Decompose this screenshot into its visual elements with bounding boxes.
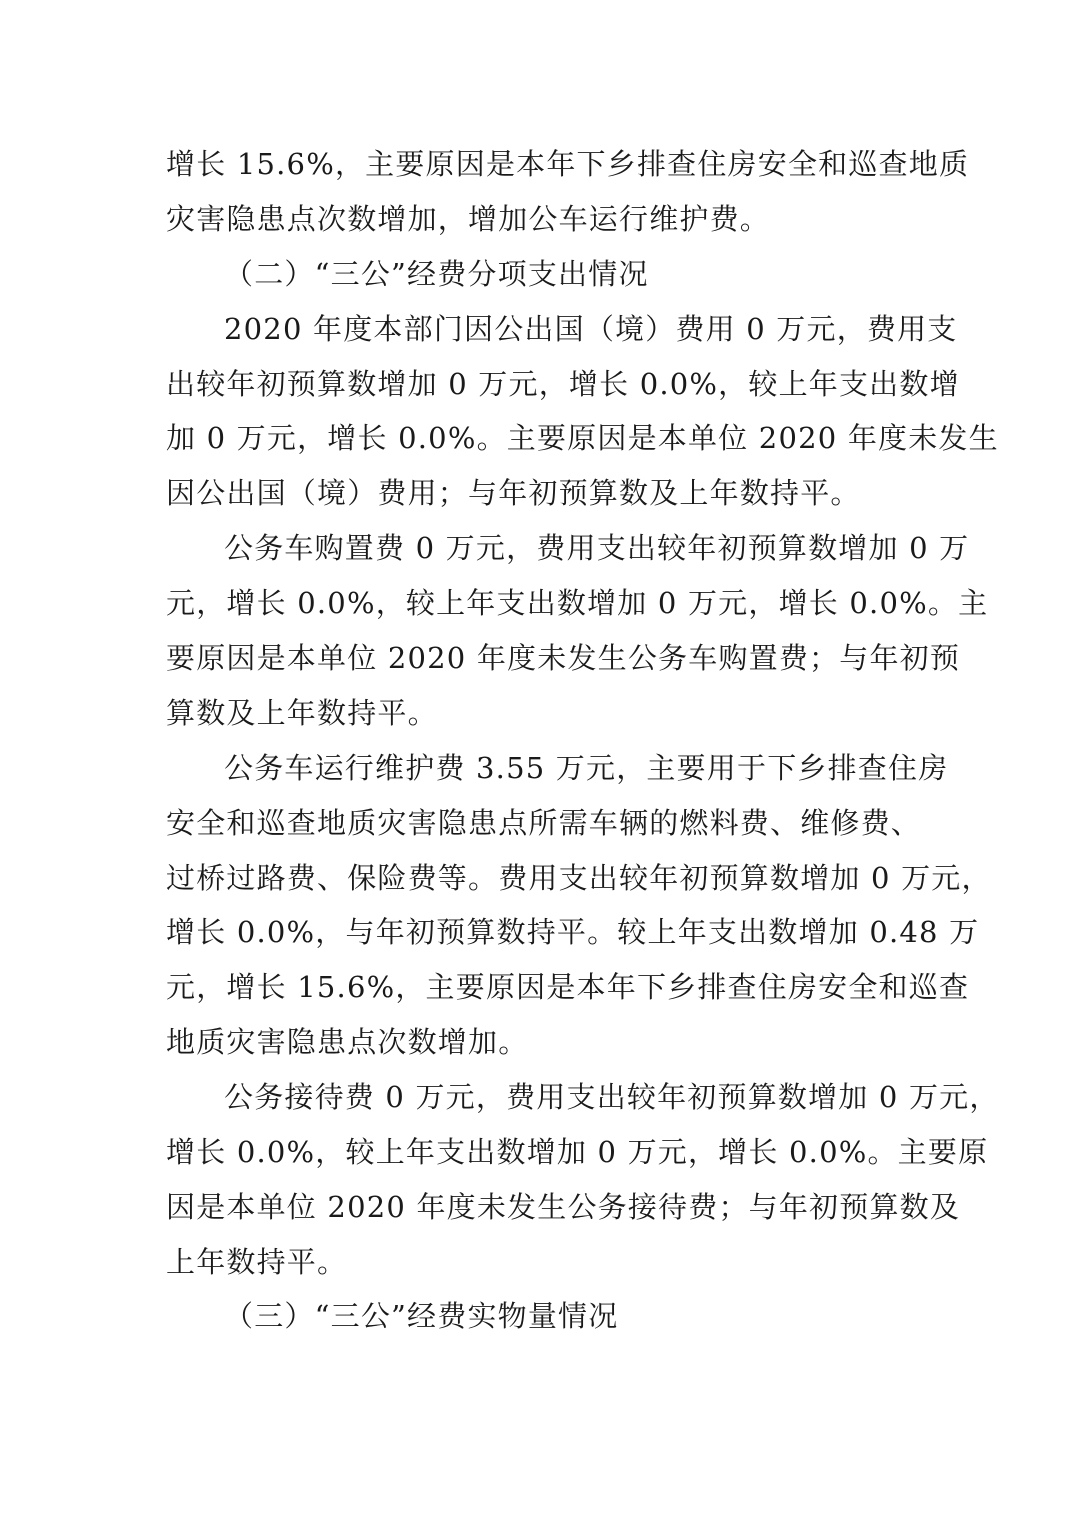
paragraph-line: 灾害隐患点次数增加，增加公车运行维护费。 bbox=[166, 202, 771, 236]
paragraph-line: 2020 年度本部门因公出国（境）费用 0 万元，费用支 bbox=[224, 312, 958, 346]
paragraph-line: 公务车购置费 0 万元，费用支出较年初预算数增加 0 万 bbox=[224, 531, 970, 565]
paragraph-line: 算数及上年数持平。 bbox=[166, 696, 438, 730]
paragraph-line: 上年数持平。 bbox=[166, 1245, 348, 1279]
paragraph-line: 增长 0.0%，与年初预算数持平。较上年支出数增加 0.48 万 bbox=[166, 915, 980, 949]
paragraph-line: 要原因是本单位 2020 年度未发生公务车购置费；与年初预 bbox=[166, 641, 961, 675]
paragraph-line: 公务接待费 0 万元，费用支出较年初预算数增加 0 万元， bbox=[224, 1080, 1000, 1114]
paragraph-line: 元，增长 0.0%，较上年支出数增加 0 万元，增长 0.0%。主 bbox=[166, 586, 989, 620]
paragraph-line: 因是本单位 2020 年度未发生公务接待费；与年初预算数及 bbox=[166, 1190, 961, 1224]
section-heading-2: （二）“三公”经费分项支出情况 bbox=[224, 257, 649, 291]
paragraph-line: 元，增长 15.6%，主要原因是本年下乡排查住房安全和巡查 bbox=[166, 970, 970, 1004]
paragraph-line: 公务车运行维护费 3.55 万元，主要用于下乡排查住房 bbox=[224, 751, 949, 785]
paragraph-line: 安全和巡查地质灾害隐患点所需车辆的燃料费、维修费、 bbox=[166, 806, 922, 840]
paragraph-line: 加 0 万元，增长 0.0%。主要原因是本单位 2020 年度未发生 bbox=[166, 421, 999, 455]
paragraph-line: 地质灾害隐患点次数增加。 bbox=[166, 1025, 529, 1059]
paragraph-line: 出较年初预算数增加 0 万元，增长 0.0%，较上年支出数增 bbox=[166, 367, 960, 401]
paragraph-line: 增长 15.6%，主要原因是本年下乡排查住房安全和巡查地质 bbox=[166, 147, 970, 181]
paragraph-line: 过桥过路费、保险费等。费用支出较年初预算数增加 0 万元， bbox=[166, 861, 992, 895]
paragraph-line: 增长 0.0%，较上年支出数增加 0 万元，增长 0.0%。主要原 bbox=[166, 1135, 989, 1169]
paragraph-line: 因公出国（境）费用；与年初预算数及上年数持平。 bbox=[166, 476, 861, 510]
section-heading-3: （三）“三公”经费实物量情况 bbox=[224, 1299, 619, 1333]
